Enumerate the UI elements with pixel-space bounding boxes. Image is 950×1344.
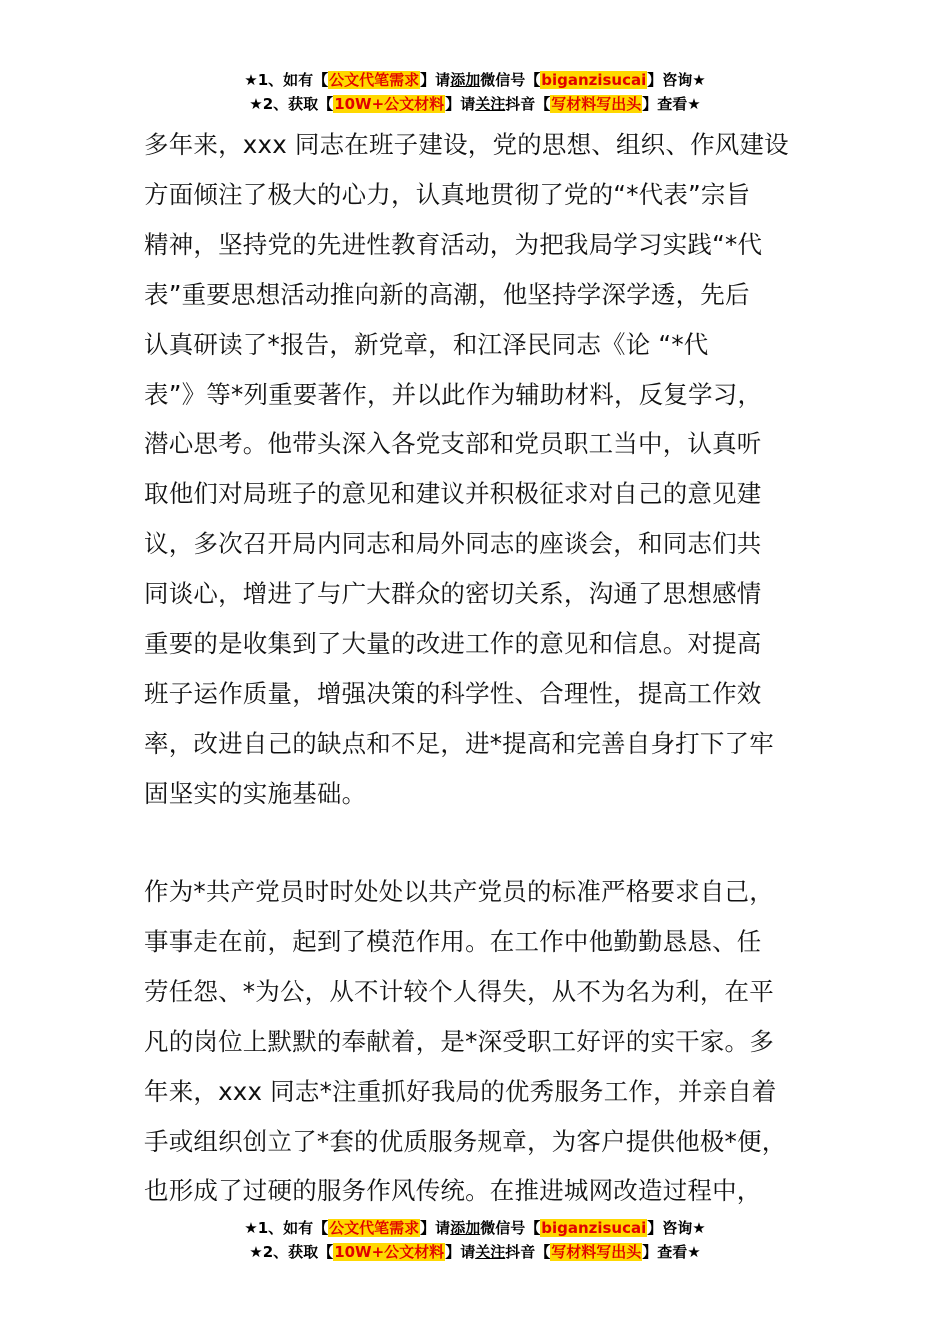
banner-line-1: ★1、如有【公文代笔需求】请添加微信号【biganzisucai】咨询★	[244, 1219, 706, 1237]
text-line: 事事走在前，起到了模范作用。在工作中他勤勤恳恳、任	[144, 926, 762, 956]
banner-highlight: 公文代笔需求	[329, 71, 420, 89]
text-line: 取他们对局班子的意见和建议并积极征求对自己的意见建	[144, 479, 762, 509]
banner-line-1: ★1、如有【公文代笔需求】请添加微信号【biganzisucai】咨询★	[244, 71, 706, 89]
text-line: 表”》等*列重要著作，并以此作为辅助材料，反复学习，	[144, 379, 763, 409]
banner-highlight: biganzisucai	[541, 71, 647, 89]
text-line: 手或组织创立了*套的优质服务规章，为客户提供他极*便，	[144, 1126, 787, 1156]
banner-highlight: biganzisucai	[541, 1219, 647, 1237]
banner-highlight: 写材料写出头	[551, 95, 642, 113]
text-line: 劳任怨、*为公，从不计较个人得失，从不为名为利，在平	[144, 976, 774, 1006]
header-banner	[0, 68, 950, 116]
text-line: 多年来，xxx 同志在班子建设，党的思想、组织、作风建设	[144, 130, 789, 159]
text-line: 潜心思考。他带头深入各党支部和党员职工当中，认真听	[144, 429, 762, 459]
banner-highlight: 10W+公文材料	[334, 1243, 445, 1261]
text-line: 方面倾注了极大的心力，认真地贯彻了党的“*代表”宗旨	[144, 179, 751, 209]
footer-banner	[0, 1216, 950, 1264]
text-line: 精神，坚持党的先进性教育活动，为把我局学习实践“*代	[144, 229, 763, 259]
banner-highlight: 10W+公文材料	[334, 95, 445, 113]
text-line: 表”重要思想活动推向新的高潮，他坚持学深学透，先后	[144, 279, 750, 309]
text-line: 作为*共产党员时时处处以共产党员的标准严格要求自己，	[144, 877, 774, 906]
paragraph-1	[144, 120, 844, 819]
text-line: 凡的岗位上默默的奉献着，是*深受职工好评的实干家。多	[144, 1026, 774, 1056]
banner-line-2: ★2、获取【10W+公文材料】请关注抖音【写材料写出头】查看★	[249, 95, 701, 113]
text-line: 认真研读了*报告，新党章，和江泽民同志《论 “*代	[144, 329, 709, 359]
banner-highlight: 公文代笔需求	[329, 1219, 420, 1237]
text-line: 年来，xxx 同志*注重抓好我局的优秀服务工作，并亲自着	[144, 1076, 777, 1106]
text-line: 班子运作质量，增强决策的科学性、合理性，提高工作效	[144, 678, 762, 708]
paragraph-2	[144, 867, 844, 1216]
text-line: 议，多次召开局内同志和局外同志的座谈会，和同志们共	[144, 529, 762, 559]
text-line: 率，改进自己的缺点和不足，进*提高和完善自身打下了牢	[144, 728, 774, 758]
text-line: 也形成了过硬的服务作风传统。在推进城网改造过程中，	[144, 1176, 762, 1206]
banner-highlight: 写材料写出头	[551, 1243, 642, 1261]
text-line: 重要的是收集到了大量的改进工作的意见和信息。对提高	[144, 629, 762, 659]
text-line: 固坚实的实施基础。	[144, 778, 367, 808]
text-line: 同谈心，增进了与广大群众的密切关系，沟通了思想感情	[144, 579, 762, 609]
banner-line-2: ★2、获取【10W+公文材料】请关注抖音【写材料写出头】查看★	[249, 1243, 701, 1261]
